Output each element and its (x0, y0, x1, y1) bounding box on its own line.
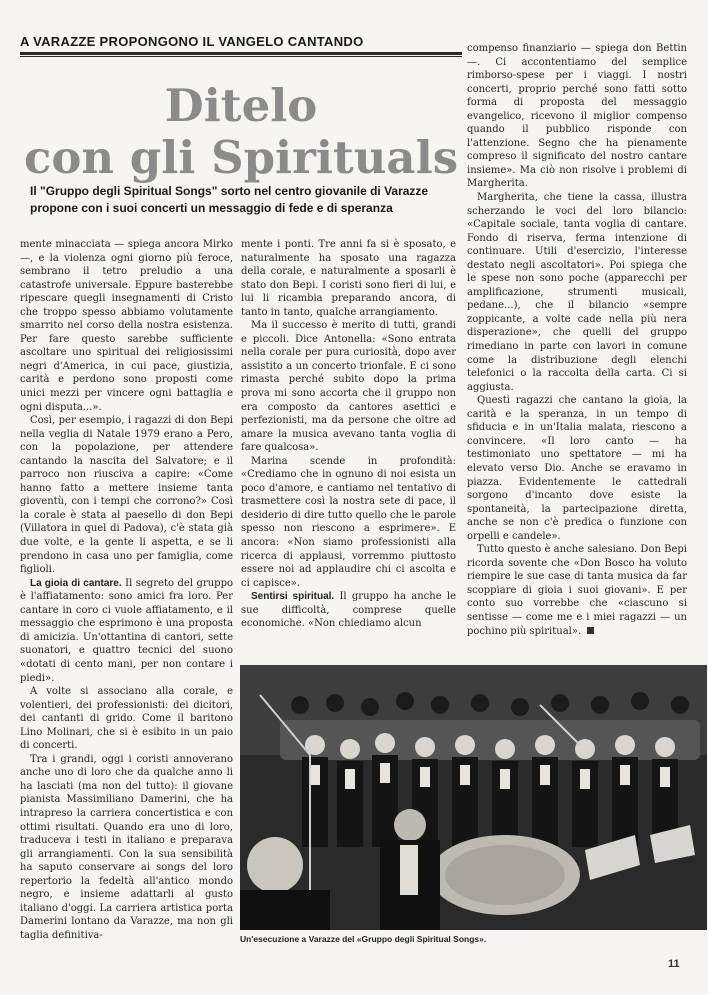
text-column-3 (467, 42, 687, 662)
photo-caption: Un'esecuzione a Varazze del «Gruppo degli Spiritual Songs». (240, 934, 487, 944)
paragraph-text: Il segreto del gruppo è l'affiatamento: sono amici fra loro. Per cantare in coro ci vuole affiatamento, e il messaggio che esprimono è una proposta di amicizia. Un'ottantina di cantori, sette suonatori, e quattro tecnici del suono «dotati di cento mani, per non contare i piedi». (20, 577, 233, 684)
paragraph: Tra i grandi, oggi i coristi annoverano anche uno di loro che da qualche anno li ha lasciati (ma non del tutto): il giovane pianista Massimiliano Damerini, che ha intrapreso la carriera concertistica e con ottimi risultati. Quando era uno di loro, traduceva i testi in italiano e preparava gli arrangiamenti. Con la sua sensibilità ha saputo conservare ai songs del loro repertorio la fedeltà all'antico mondo negro, e insieme adattarli al gusto italiano d'oggi. La carriera artistica porta Damerini lontano da Varazze, ma non gli taglia definitiva- (20, 753, 233, 941)
page-number: 11 (668, 958, 680, 970)
paragraph (467, 543, 687, 638)
paragraph: A volte si associano alla corale, e volentieri, dei professionisti: dei dicitori, dei cantanti di grido. Come il baritono Lino Molinari, che si è esibito in un paio di concerti. (20, 686, 233, 752)
title-line-1: Ditelo (164, 79, 318, 132)
kicker-rule (20, 52, 462, 55)
subheading: La gioia di cantare. (30, 577, 122, 589)
paragraph: Ma il successo è merito di tutti, grandi e piccoli. Dice Antonella: «Sono entrata nella corale per pura curiosità, dopo aver assistito a un concerto trionfale. E ci sono rimasta perché subito dopo la prima prova mi sono accorta che il gruppo non era composto da cantores asettici e perfezionisti, ma da persone che oltre ad amare la musica avevano tanta voglia di fare qualcosa». (241, 320, 456, 454)
paragraph: Così, per esempio, i ragazzi di don Bepi nella veglia di Natale 1979 erano a Pero, con la popolazione, per attendere cantando la nascita del Salvatore; e il parroco non riusciva a capire: «Come hanno fatto a mettere insieme tanta gioventù, con i tempi che corrono?» Così la corale è stata al paesello di don Bepi (Villatora in quel di Padova), c'è stata già due volte, e la gente li aspetta, e se li prendono in casa uno per famiglia, come figlioli. (20, 415, 233, 576)
paragraph-text: Il gruppo ha anche le sue difficoltà, comprese quelle economiche. «Non chiediamo alcun (241, 591, 456, 630)
choir-photo-illustration (240, 665, 707, 930)
text-column-2 (241, 238, 456, 658)
subheading: Sentirsi spiritual. (251, 591, 335, 603)
paragraph: Questi ragazzi che cantano la gioia, la carità e la speranza, in un tempo di sfiducia e in un'Italia malata, riescono a convincere. «Il loro canto — ha testimoniato uno spettatore — mi ha elevato verso Dio. Anche se eravamo in piazza. Evidentemente le cattedrali sorgono d'incanto dove esiste la spontaneità, la partecipazione diretta, anche se non c'è predica o funzione con orpelli e candele». (467, 395, 687, 542)
text-column-1 (20, 238, 233, 941)
title-line-2: con gli Spirituals (23, 131, 459, 184)
paragraph: mente minacciata — spiega ancora Mirko —, e la violenza ogni giorno più feroce, sembrano il tetro preludio a una catastrofe universale. Eppure basterebbe ripescare quegli insegnamenti di Cristo che troppo spesso abbiamo volutamente smarrito nel corso della nostra esistenza. Per fare questo sarebbe sufficiente ascoltare uno spiritual dei religiosissimi negri d'America, in cui pace, giustizia, carità e perdono sono proposti come unici mezzi per vincere ogni battaglia e ogni disputa...». (20, 239, 233, 413)
paragraph: Margherita, che tiene la cassa, illustra scherzando le voci del loro bilancio: «Capitale sociale, tanta voglia di cantare. Fondo di riserva, ferma intenzione di continuare. Utili d'esercizio, l'interesse destato negli ascoltatori». Poi spiega che le spese non sono poche (apparecchi per amplificazione, strumenti musicali, pedane...), che il bilancio «sempre zoppicante, a volte cade nella più nera disperazione», che quelli del gruppo rimediano in parte con lavori in comune come la distribuzione degli elenchi telefonici o la raccolta della carta. Ci si aggiusta. (467, 192, 687, 393)
paragraph-text: Tutto questo è anche salesiano. Don Bepi ricorda sovente che «Don Bosco ha voluto riempire le sue case di tanta musica da far scoppiare di gioia i suoi giovani». E per conto suo vorrebbe che «ciascuno si sentisse — come me e i miei ragazzi — un pochino più spiritual». (467, 544, 687, 637)
paragraph: Marina scende in profondità: «Crediamo che in ognuno di noi esista un poco d'amore, e cantiamo nel tentativo di trasmettere così la nostra sete di pace, il desiderio di dire tutto quello che le parole spesso non riescono a esprimere». E ancora: «Non siamo professionisti alla ricerca di applausi, vorremmo piuttosto essere noi ad applaudire chi ci ascolta e ci capisce». (241, 455, 456, 589)
end-mark-icon (587, 627, 594, 634)
paragraph: compenso finanziario — spiega don Bettin —. Ci accontentiamo del semplice rimborso-spese per i viaggi. I nostri concerti, proprio perché sono fatti sotto forma di proposta del messaggio evangelico, ricevono il miglior compenso quando il pubblico risponde con l'attenzione. Segno che ha pienamente compreso il significato del nostro cantare insieme». Ma ciò non risolve i problemi di Margherita. (467, 43, 687, 190)
article-title (20, 80, 462, 184)
kicker-rule-thin (20, 56, 462, 57)
article-subtitle: Il "Gruppo degli Spiritual Songs" sorto nel centro giovanile di Varazze propone con i suoi concerti un messaggio di fede e di speranza (30, 184, 429, 215)
section-kicker: A VARAZZE PROPONGONO IL VANGELO CANTANDO (20, 34, 364, 49)
paragraph: mente i ponti. Tre anni fa si è sposato, e naturalmente ha sposato una ragazza della corale, e naturalmente a sposarli è stato don Bepi. I coristi sono fieri di lui, e lui li ricambia preparando ancora, di tanto in tanto, qualche arrangiamento. (241, 239, 456, 318)
paragraph (241, 590, 456, 631)
choir-photo (240, 665, 707, 930)
paragraph (20, 577, 233, 685)
